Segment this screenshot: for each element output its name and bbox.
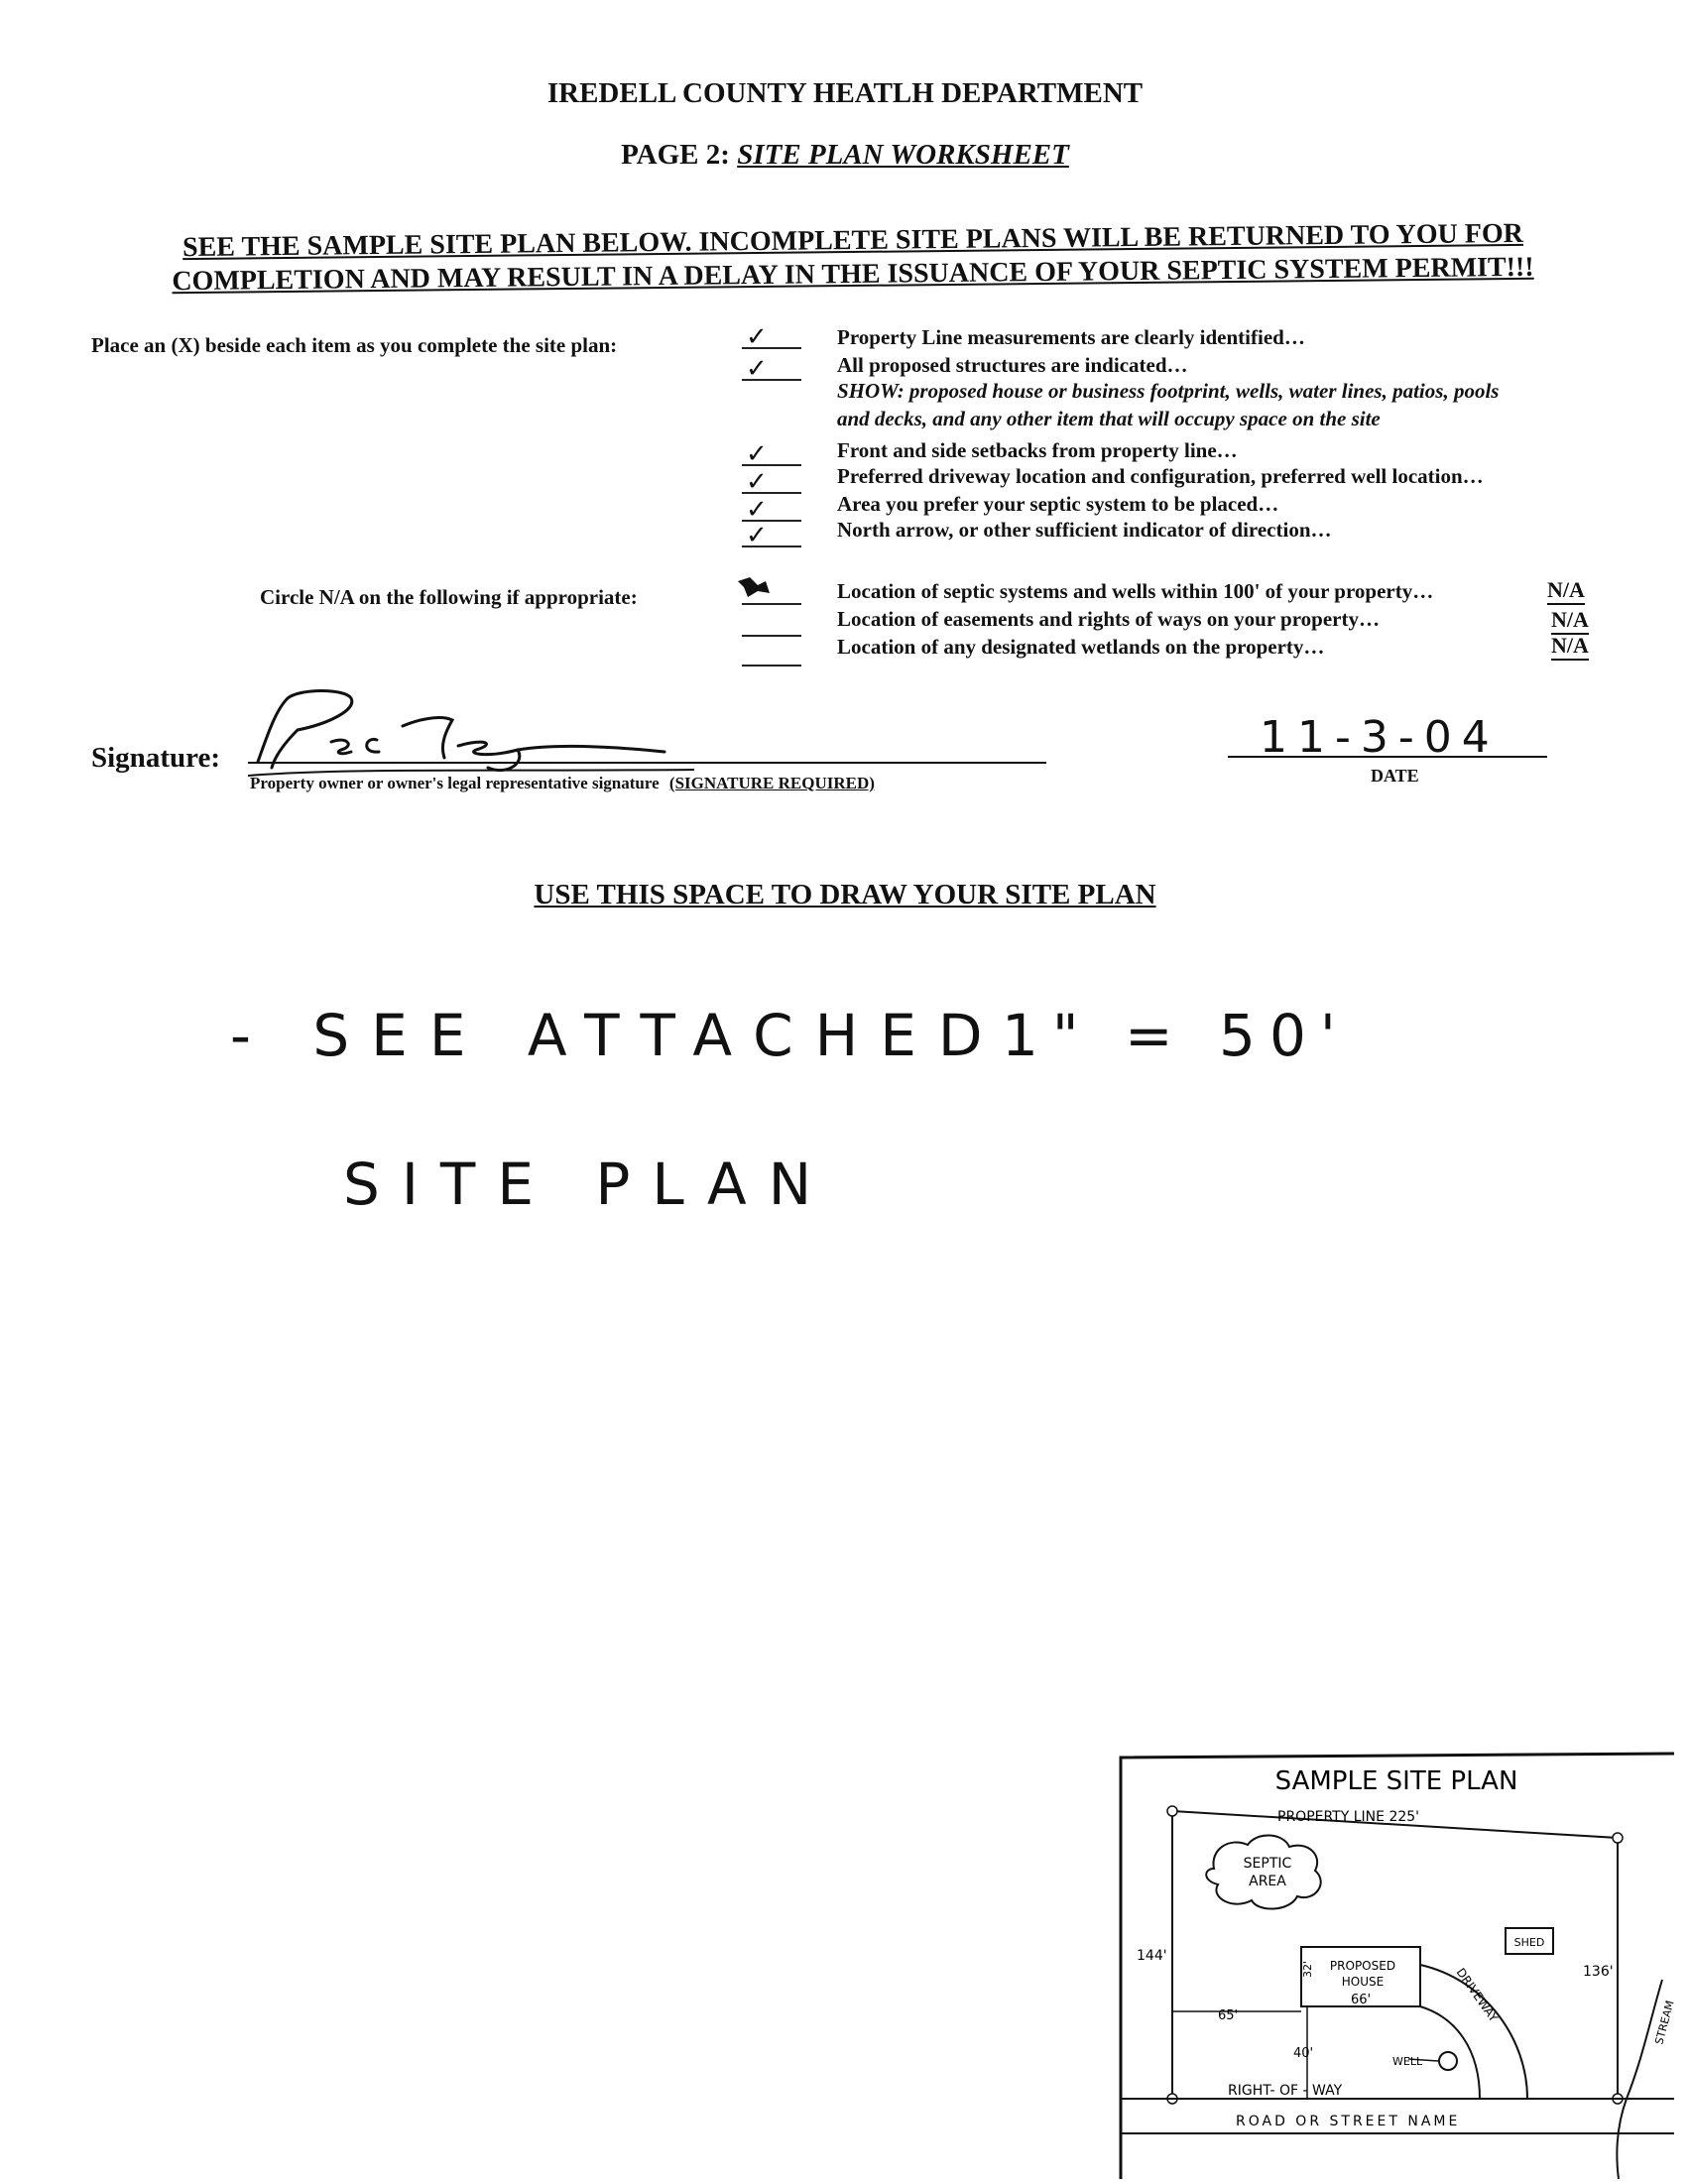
handwritten-note-1: - SEE ATTACHED <box>230 1002 1005 1069</box>
sample-septic: SEPTIC <box>1243 1856 1292 1872</box>
date-label: DATE <box>1371 766 1419 786</box>
check-mark: ✓ <box>746 467 768 497</box>
sample-row: RIGHT- OF - WAY <box>1228 2083 1343 2099</box>
sample-well: WELL <box>1392 2055 1423 2068</box>
sample-road: ROAD OR STREET NAME <box>1236 2114 1461 2129</box>
signature-caption <box>250 774 875 793</box>
na-option[interactable]: N/A <box>1547 577 1585 605</box>
signature-required: (SIGNATURE REQUIRED) <box>668 774 875 792</box>
date-value: 11-3-04 <box>1260 712 1500 763</box>
check-mark: ✓ <box>746 439 768 469</box>
page-title-line <box>0 139 1690 172</box>
checklist-instruction: Place an (X) beside each item as you complete the site plan: <box>91 333 618 357</box>
sample-house-width: 66' <box>1350 1993 1372 2007</box>
na-option[interactable]: N/A <box>1551 633 1589 661</box>
sample-title: SAMPLE SITE PLAN <box>1274 1766 1518 1796</box>
sample-property-line: PROPERTY LINE 225' <box>1277 1809 1420 1825</box>
na-item: Location of any designated wetlands on the property… <box>837 635 1325 659</box>
checklist-item: North arrow, or other sufficient indicator of direction… <box>837 518 1332 542</box>
checklist-item: SHOW: proposed house or business footprint, wells, water lines, patios, pools <box>837 379 1500 403</box>
na-item: Location of septic systems and wells within 100' of your property… <box>837 579 1434 603</box>
scribble-mark <box>736 573 772 599</box>
sample-setback-side: 65' <box>1218 2008 1239 2023</box>
sample-stream: STREAM <box>1652 1999 1677 2046</box>
handwritten-signature <box>228 684 704 784</box>
na-option[interactable]: N/A <box>1551 607 1589 635</box>
sample-house-depth: 32' <box>1301 1960 1314 1978</box>
sample-house-1: PROPOSED <box>1329 1959 1396 1973</box>
drawing-area-heading: USE THIS SPACE TO DRAW YOUR SITE PLAN <box>534 879 1156 910</box>
handwritten-note-2: SITE PLAN <box>343 1151 834 1218</box>
department-title: IREDELL COUNTY HEATLH DEPARTMENT <box>546 77 1144 109</box>
check-mark: ✓ <box>746 521 768 550</box>
sample-right-dim: 136' <box>1583 1964 1614 1980</box>
warning-line-1: SEE THE SAMPLE SITE PLAN BELOW. INCOMPLETE SITE PLANS WILL BE RETURNED TO YOU FOR <box>181 217 1524 264</box>
page-title: SITE PLAN WORKSHEET <box>737 139 1069 171</box>
check-mark: ✓ <box>746 495 768 525</box>
signature-caption-text: Property owner or owner's legal representative signature <box>250 774 660 792</box>
checklist-item: Preferred driveway location and configuration, preferred well location… <box>837 464 1484 488</box>
na-blank[interactable] <box>742 665 801 667</box>
na-blank[interactable] <box>742 603 801 605</box>
checklist-item: Front and side setbacks from property line… <box>837 438 1238 462</box>
sample-house-2: HOUSE <box>1341 1975 1385 1989</box>
checklist-item: Property Line measurements are clearly identified… <box>837 325 1305 349</box>
check-mark: ✓ <box>746 322 768 352</box>
na-instruction: Circle N/A on the following if appropriate: <box>260 585 638 609</box>
handwritten-scale: 1" = 50' <box>1002 1002 1350 1069</box>
signature-label: Signature: <box>91 742 220 774</box>
sample-driveway: DRIVEWAY <box>1453 1965 1501 2025</box>
page-prefix: PAGE 2: <box>621 139 730 171</box>
sample-setback-front: 40' <box>1293 2046 1314 2061</box>
check-mark: ✓ <box>746 354 768 384</box>
warning-line-2: COMPLETION AND MAY RESULT IN A DELAY IN THE ISSUANCE OF YOUR SEPTIC SYSTEM PERMIT!!! <box>172 251 1534 298</box>
sample-shed: SHED <box>1513 1936 1545 1949</box>
na-blank[interactable] <box>742 635 801 637</box>
checklist-item: and decks, and any other item that will occupy space on the site <box>837 407 1381 430</box>
checklist-item: Area you prefer your septic system to be placed… <box>837 492 1279 516</box>
sample-site-plan <box>1119 1752 1677 2179</box>
sample-left-dim: 144' <box>1137 1948 1167 1964</box>
sample-septic-area: AREA <box>1249 1874 1286 1889</box>
checklist-item: All proposed structures are indicated… <box>837 353 1188 377</box>
na-item: Location of easements and rights of ways on your property… <box>837 607 1380 631</box>
